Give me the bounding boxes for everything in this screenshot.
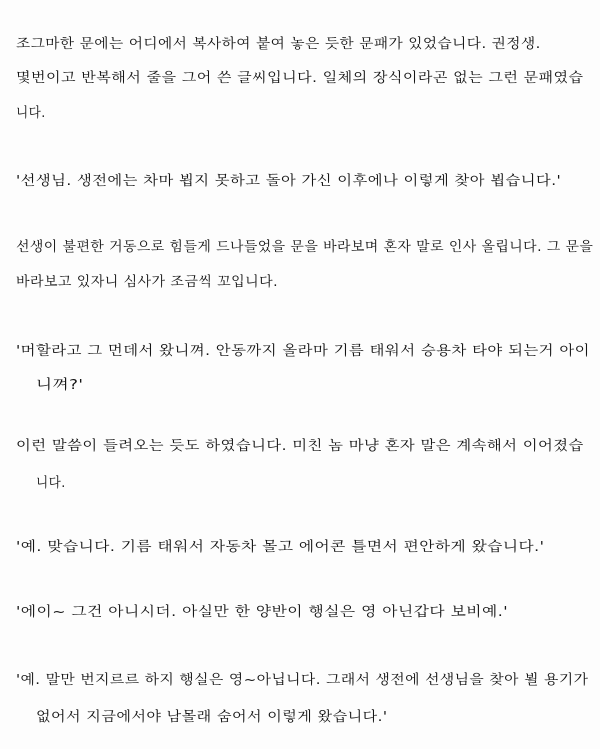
- text-line: '에이~ 그건 아니시더. 아실만 한 양반이 행실은 영 아닌갑다 보비예.': [16, 604, 509, 620]
- text-line: 선생이 불편한 거동으로 힘들게 드나들었을 문을 바라보며 혼자 말로 인사 올립니다. 그 문을: [16, 239, 594, 255]
- text-line: 니다.: [16, 105, 46, 121]
- text-line: 바라보고 있자니 심사가 조금씩 꼬입니다.: [16, 274, 278, 290]
- text-line: '머할라고 그 먼데서 왔니껴. 안동까지 올라마 기름 태워서 승용차 타야 되는거 아이: [16, 343, 590, 359]
- text-line: 몇번이고 반복해서 줄을 그어 쓴 글씨입니다. 일체의 장식이라곤 없는 그런 문패였습: [16, 70, 584, 86]
- text-line: 이런 말씀이 들려오는 듯도 하였습니다. 미친 놈 마냥 혼자 말은 계속해서 이어졌습: [16, 438, 584, 454]
- text-line: '예. 말만 번지르르 하지 행실은 영~아닙니다. 그래서 생전에 선생님을 찾아 뵐 용기가: [16, 672, 589, 688]
- text-line: 니다.: [36, 475, 66, 491]
- text-line: '선생님. 생전에는 차마 뵙지 못하고 돌아 가신 이후에나 이렇게 찾아 뵙습니다.': [16, 173, 562, 189]
- text-line: 없어서 지금에서야 남몰래 숨어서 이렇게 왔습니다.': [36, 709, 388, 725]
- text-line: '예. 맞습니다. 기름 태워서 자동차 몰고 에어콘 틀면서 편안하게 왔습니다.': [16, 539, 545, 555]
- text-line: 조그마한 문에는 어디에서 복사하여 붙여 놓은 듯한 문패가 있었습니다. 권정생.: [16, 36, 541, 52]
- text-line: 니껴?': [36, 377, 84, 393]
